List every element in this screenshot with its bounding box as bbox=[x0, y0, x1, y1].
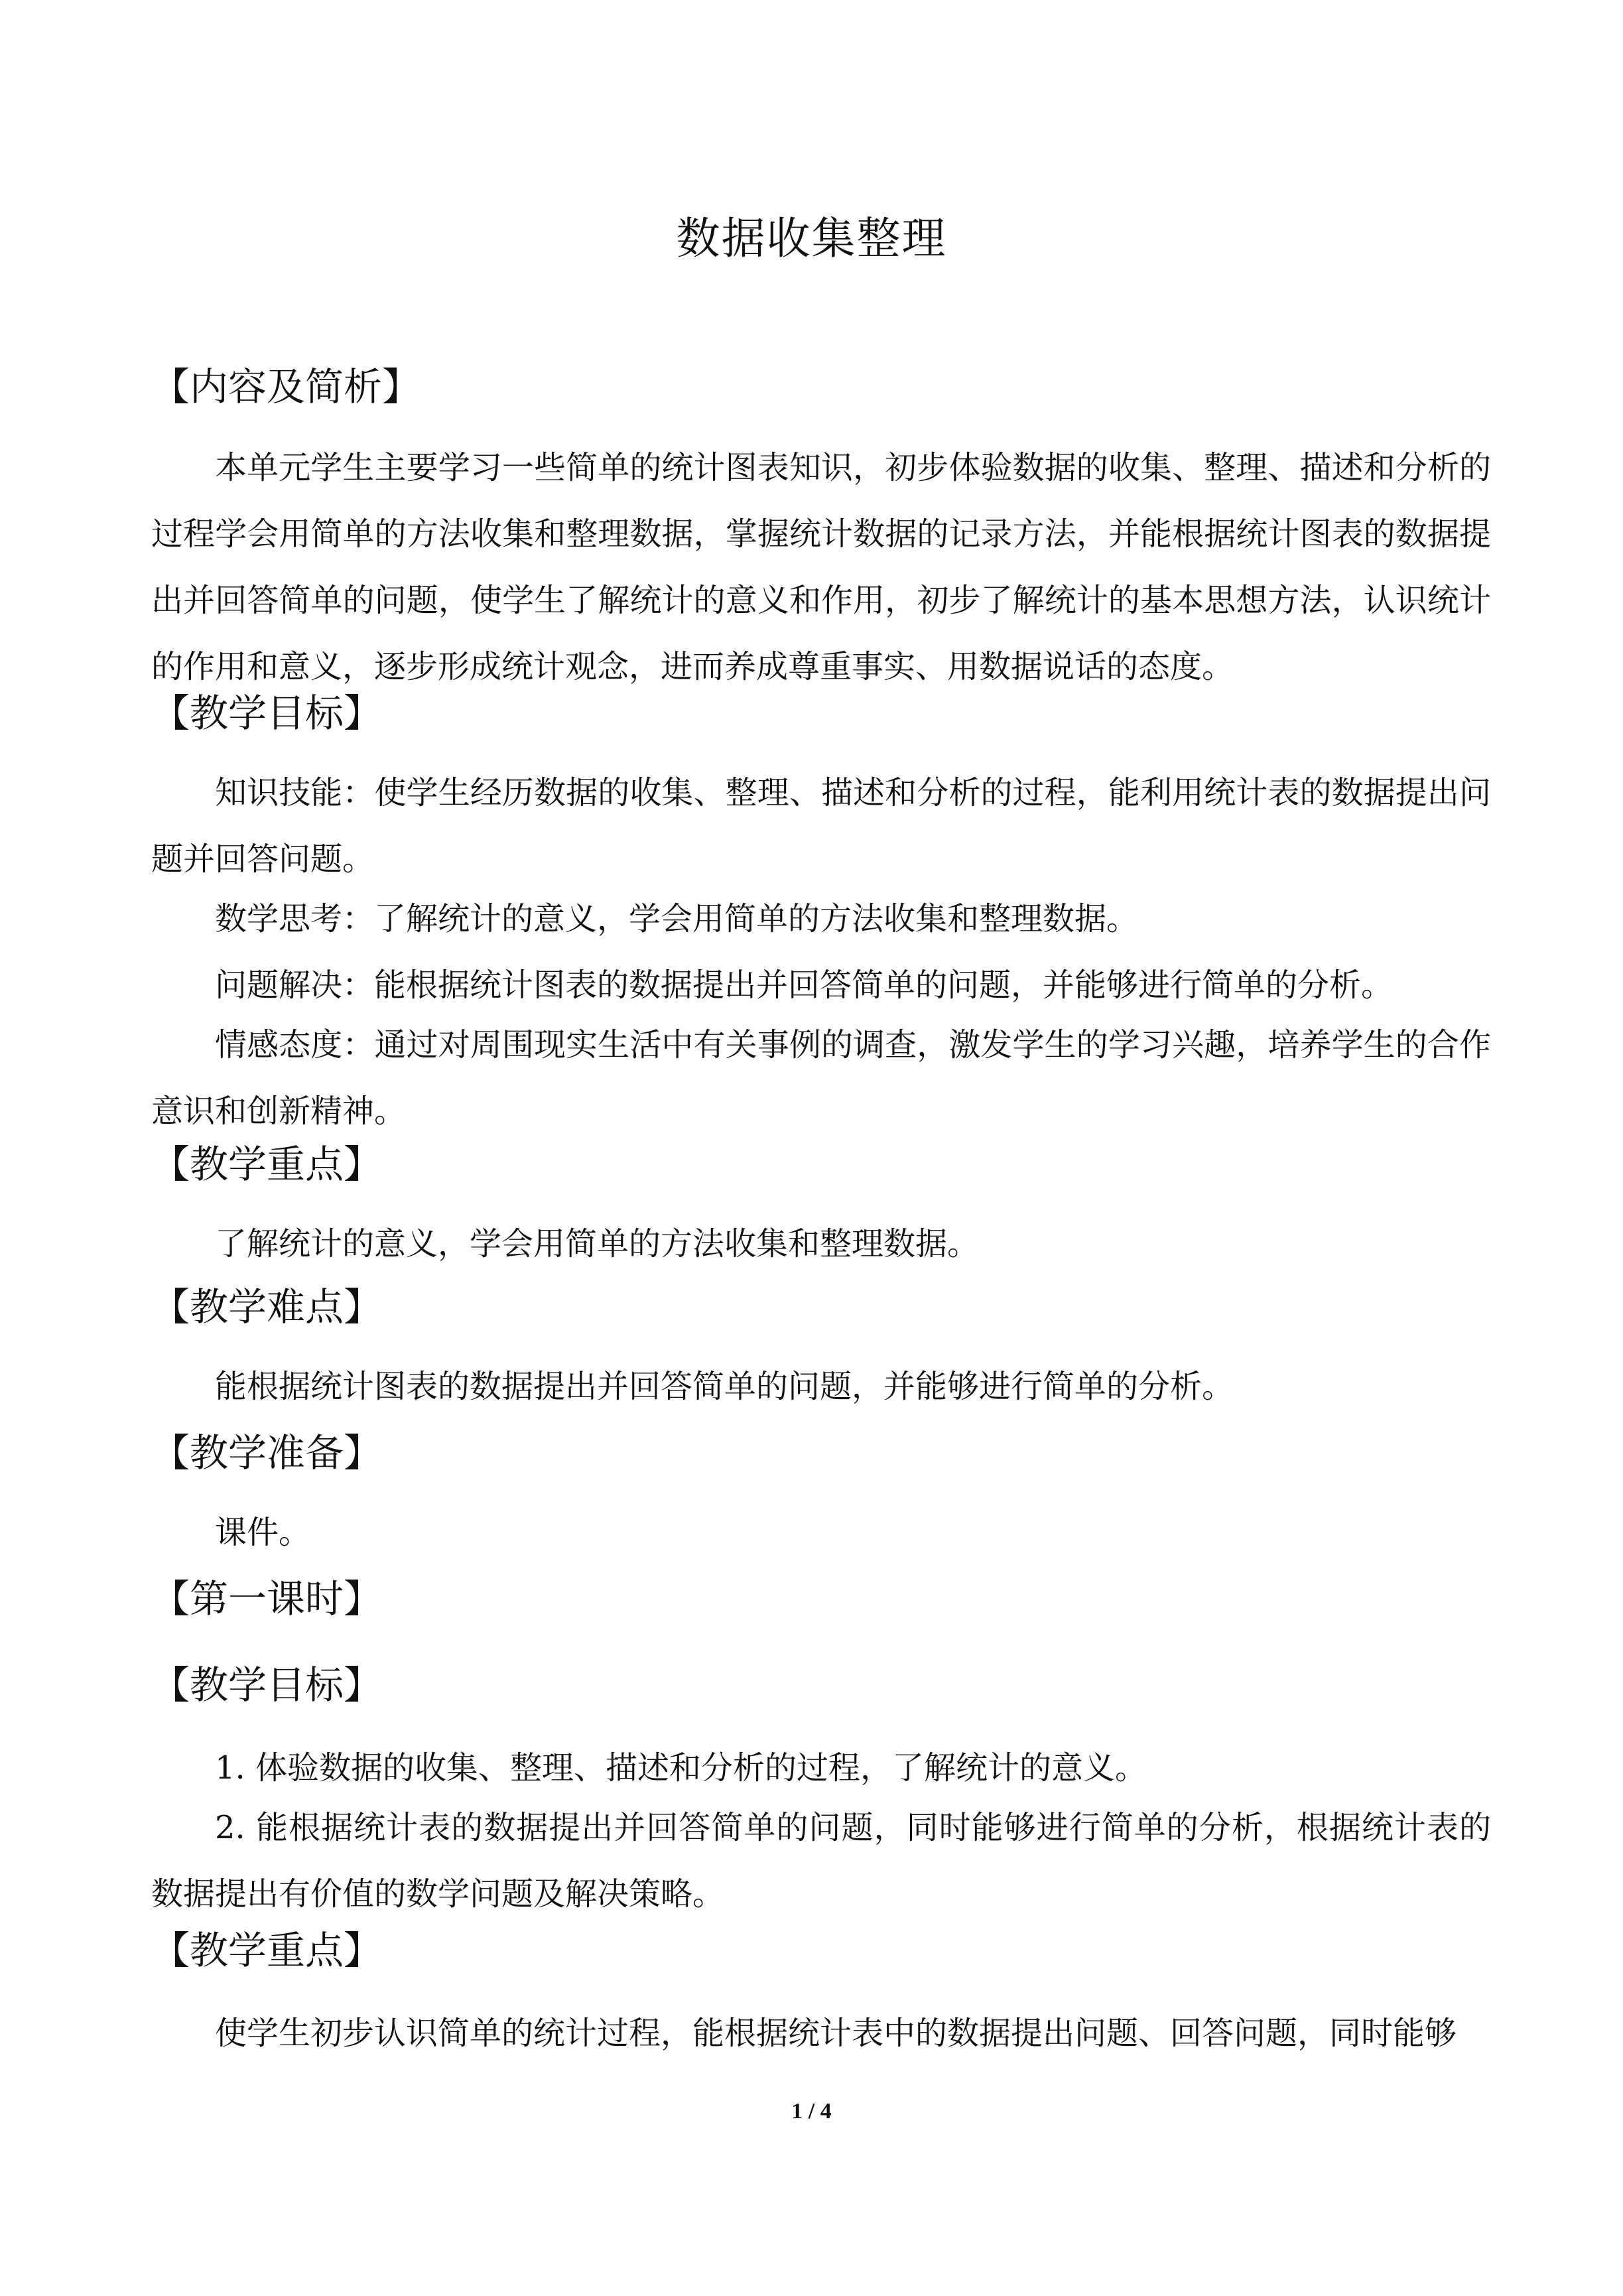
section-heading-lesson-goals: 【教学目标】 bbox=[151, 1662, 383, 1708]
content-paragraph: 本单元学生主要学习一些简单的统计图表知识，初步体验数据的收集、整理、描述和分析的过程学会用简单的方法收集和整理数据，掌握统计数据的记录方法，并能根据统计图表的数据提出并回答简单的问题，使学生了解统计的意义和作用，初步了解统计的基本思想方法，认识统计的作用和意义，逐步形成统计观念，进而养成尊重事实、用数据说话的态度。 bbox=[151, 449, 1491, 685]
section-heading-key-points: 【教学重点】 bbox=[151, 1142, 383, 1187]
goal-problem-solving: 问题解决：能根据统计图表的数据提出并回答简单的问题，并能够进行简单的分析。 bbox=[215, 967, 1394, 1004]
goal-attitude: 情感态度：通过对周围现实生活中有关事例的调查，激发学生的学习兴趣，培养学生的合作意识和创新精神。 bbox=[151, 1026, 1491, 1130]
section-heading-content: 【内容及简析】 bbox=[151, 364, 421, 409]
lesson-goal-item-2: 2. 能根据统计表的数据提出并回答简单的问题，同时能够进行简单的分析，根据统计表的数据提出有价值的数学问题及解决策略。 bbox=[151, 1809, 1491, 1913]
section-heading-first-lesson: 【第一课时】 bbox=[151, 1576, 383, 1621]
key-points-paragraph: 了解统计的意义，学会用简单的方法收集和整理数据。 bbox=[215, 1225, 980, 1262]
difficulties-paragraph: 能根据统计图表的数据提出并回答简单的问题，并能够进行简单的分析。 bbox=[215, 1368, 1234, 1405]
section-heading-preparation: 【教学准备】 bbox=[151, 1430, 383, 1475]
lesson-key-points-paragraph: 使学生初步认识简单的统计过程，能根据统计表中的数据提出问题、回答问题，同时能够 bbox=[215, 2015, 1457, 2052]
goal-thinking: 数学思考：了解统计的意义，学会用简单的方法收集和整理数据。 bbox=[215, 900, 1139, 937]
preparation-paragraph: 课件。 bbox=[215, 1514, 311, 1551]
section-heading-difficulties: 【教学难点】 bbox=[151, 1284, 383, 1329]
goal-knowledge: 知识技能：使学生经历数据的收集、整理、描述和分析的过程，能利用统计表的数据提出问题并回答问题。 bbox=[151, 774, 1491, 878]
section-heading-lesson-key-points: 【教学重点】 bbox=[151, 1928, 383, 1973]
page-number: 1 / 4 bbox=[791, 2099, 832, 2124]
document-title: 数据收集整理 bbox=[676, 213, 947, 264]
section-heading-goals: 【教学目标】 bbox=[151, 691, 383, 736]
lesson-goal-item-1: 1. 体验数据的收集、整理、描述和分析的过程，了解统计的意义。 bbox=[215, 1749, 1147, 1787]
